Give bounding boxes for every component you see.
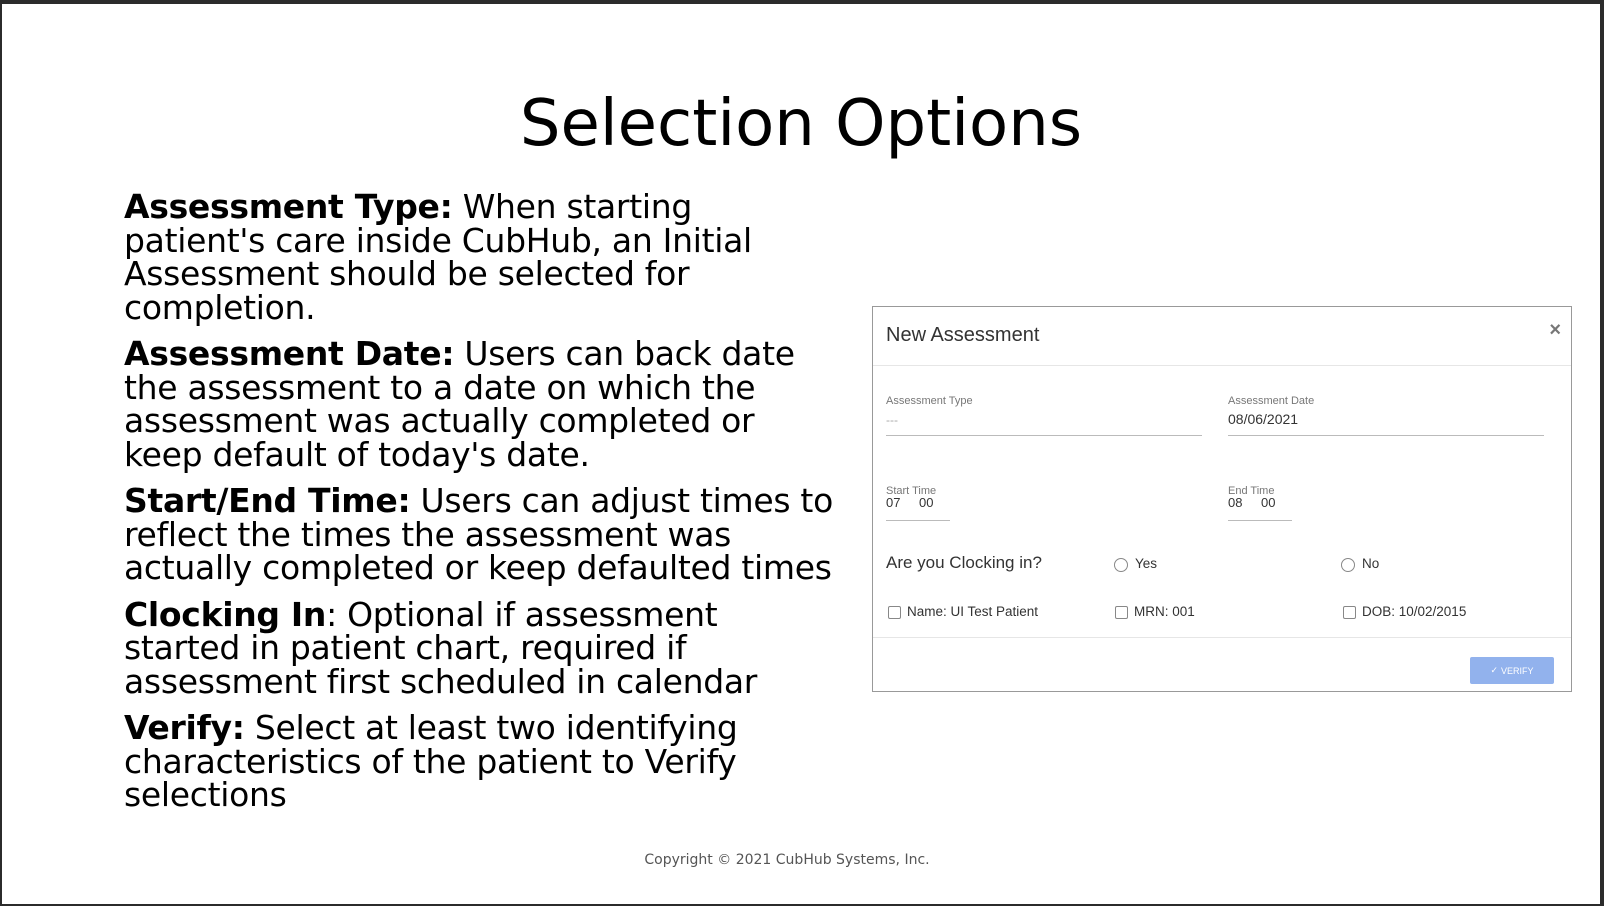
assessment-type-label: Assessment Type	[886, 395, 973, 407]
end-time-hour[interactable]: 08	[1228, 495, 1243, 510]
verify-button[interactable]	[1470, 657, 1554, 684]
copyright-footer: Copyright © 2021 CubHub Systems, Inc.	[644, 852, 930, 868]
clocking-no-label[interactable]: No	[1362, 556, 1380, 571]
end-time-underline	[1228, 520, 1292, 521]
bullet-label: Assessment Date:	[124, 334, 455, 373]
dialog-footer-divider	[873, 637, 1571, 638]
name-checkbox-label[interactable]: Name: UI Test Patient	[907, 604, 1039, 619]
assessment-type-value: ---	[886, 413, 898, 427]
assessment-date-label: Assessment Date	[1228, 395, 1315, 407]
name-checkbox[interactable]	[888, 606, 901, 619]
end-time-label: End Time	[1228, 485, 1275, 497]
bullet-assessment-type	[124, 187, 836, 327]
dialog-header	[873, 307, 1571, 366]
bullet-start-end-time	[124, 481, 836, 587]
clocking-yes-label[interactable]: Yes	[1135, 556, 1158, 571]
verify-button-label: VERIFY	[1501, 665, 1534, 676]
end-time-minute[interactable]: 00	[1261, 495, 1276, 510]
bullet-text: : Optional if assessment started in patient chart, required if assessment first scheduled in calendar	[124, 594, 758, 701]
start-time-label: Start Time	[886, 485, 937, 497]
slide-title: Selection Options	[519, 87, 1083, 161]
clocking-in-question: Are you Clocking in?	[886, 553, 1042, 572]
bullet-text: When starting patient's care inside CubHub, an Initial Assessment should be selected for completion.	[124, 187, 752, 327]
assessment-date-value: 08/06/2021	[1228, 411, 1299, 427]
bullet-text: Select at least two identifying characteristics of the patient to Verify selections	[124, 708, 738, 814]
dob-checkbox[interactable]	[1343, 606, 1356, 619]
start-time-minute[interactable]: 00	[919, 495, 934, 510]
clocking-no-radio[interactable]	[1341, 558, 1355, 572]
dob-checkbox-label[interactable]: DOB: 10/02/2015	[1362, 604, 1467, 619]
clocking-yes-radio[interactable]	[1114, 558, 1128, 572]
dialog-title: New Assessment	[886, 324, 1040, 346]
slide	[2, 4, 1600, 904]
mrn-checkbox[interactable]	[1115, 606, 1128, 619]
check-icon: ✓	[1490, 665, 1499, 675]
new-assessment-dialog	[872, 306, 1572, 692]
bullet-assessment-date	[124, 334, 836, 474]
bullet-label: Clocking In	[124, 594, 327, 634]
assessment-date-underline	[1228, 435, 1544, 436]
close-button[interactable]: ×	[1549, 319, 1561, 341]
start-time-underline	[886, 520, 950, 521]
start-time-hour[interactable]: 07	[886, 495, 901, 510]
bullet-text: Users can adjust times to reflect the times the assessment was actually completed or keep defaulted times	[124, 481, 833, 587]
bullet-label: Assessment Type:	[124, 187, 453, 226]
bullet-label: Start/End Time:	[124, 481, 411, 520]
bullet-list	[124, 187, 836, 825]
mrn-checkbox-label[interactable]: MRN: 001	[1134, 604, 1195, 619]
bullet-text: Users can back date the assessment to a date on which the assessment was actually completed or keep default of today's date.	[124, 334, 795, 474]
bullet-label: Verify:	[124, 708, 245, 747]
bullet-verify	[124, 708, 836, 814]
bullet-clocking-in	[124, 594, 836, 701]
assessment-type-underline	[886, 435, 1202, 436]
